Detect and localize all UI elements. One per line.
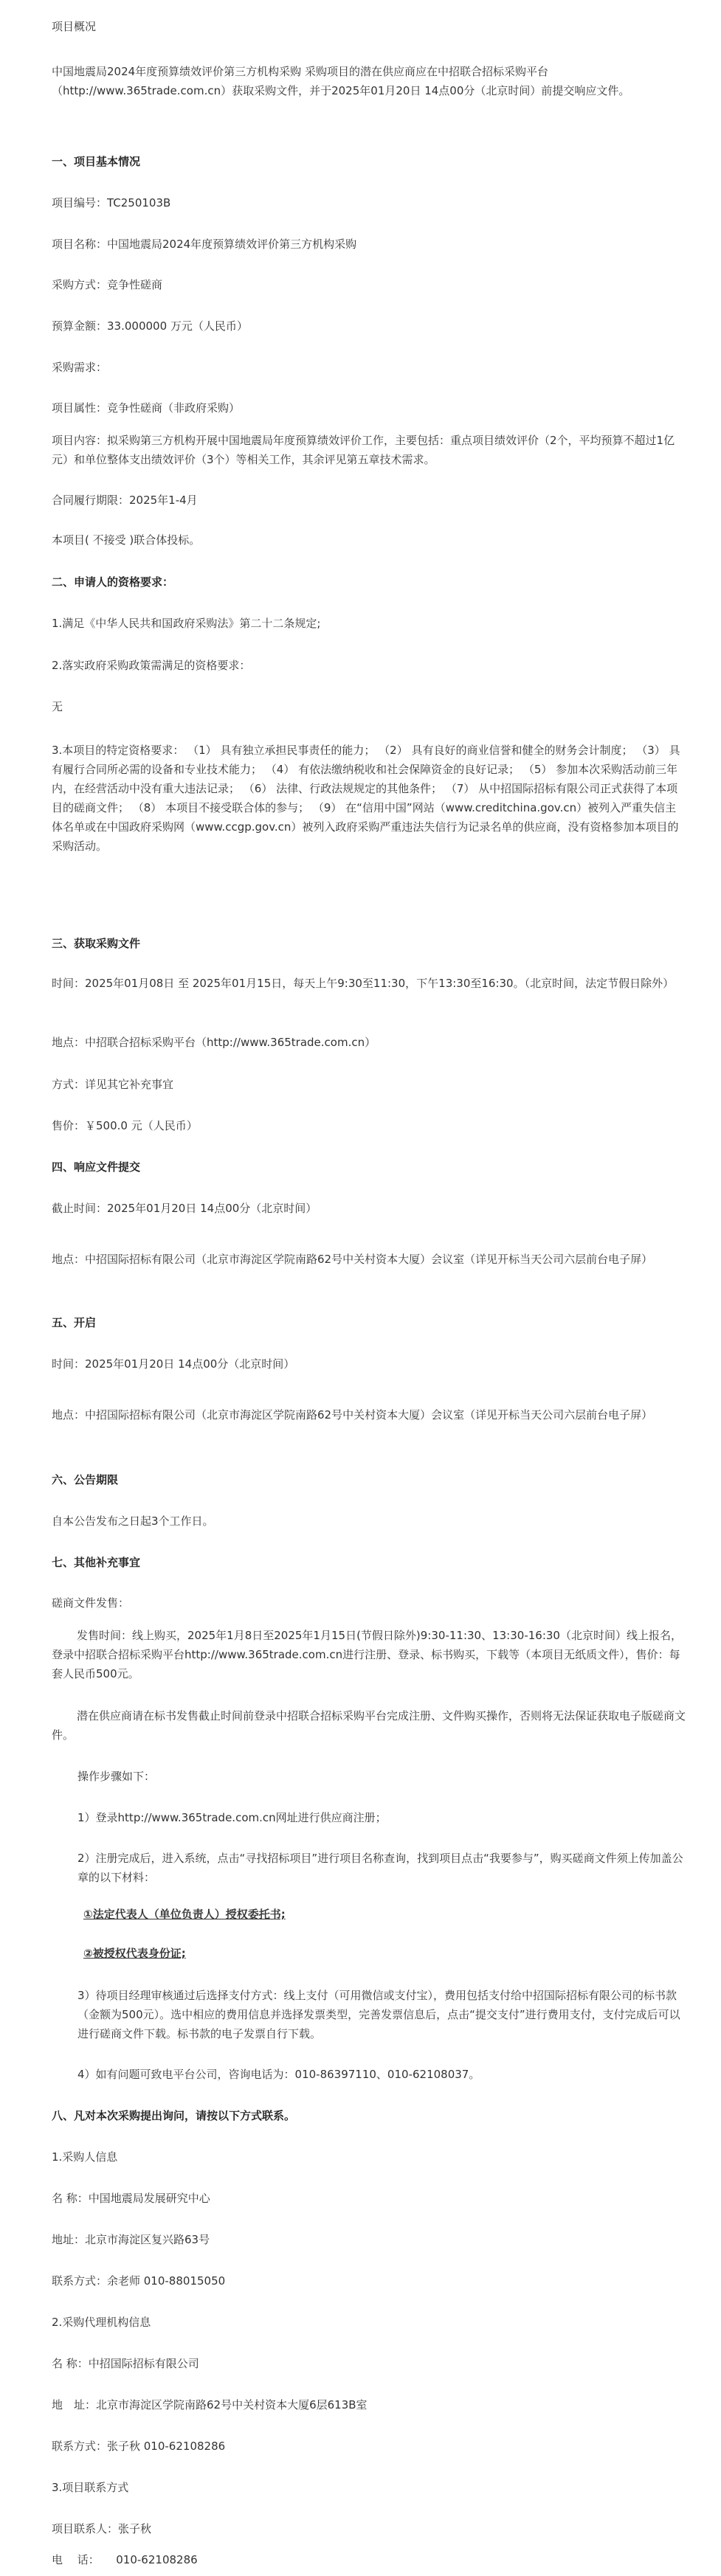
buyer-address: 地址：北京市海淀区复兴路63号 xyxy=(52,2233,210,2246)
obtain-mode: 方式：详见其它补充事宜 xyxy=(52,1078,174,1091)
agent-name: 名 称：中招国际招标有限公司 xyxy=(52,2357,199,2370)
obtain-time: 时间：2025年01月08日 至 2025年01月15日，每天上午9:30至11:30，下午13:30至16:30。（北京时间，法定节假日除外） xyxy=(52,977,675,990)
procurement-method: 采购方式：竞争性磋商 xyxy=(52,278,163,291)
required-document-1 xyxy=(83,1905,689,1924)
submission-place: 地点：中招国际招标有限公司（北京市海淀区学院南路62号中关村资本大厦）会议室（详见开标当天公司六层前台电子屏） xyxy=(52,1253,653,1266)
opening-place: 地点：中招国际招标有限公司（北京市海淀区学院南路62号中关村资本大厦）会议室（详见开标当天公司六层前台电子屏） xyxy=(52,1408,653,1422)
required-document-1-text: ①法定代表人（单位负责人）授权委托书; xyxy=(83,1908,286,1921)
operation-step-1: 1）登录http://www.365trade.com.cn网址进行供应商注册； xyxy=(77,1811,387,1824)
section4-heading: 四、响应文件提交 xyxy=(52,1160,141,1174)
buyer-name: 名 称：中国地震局发展研究中心 xyxy=(52,2192,210,2205)
required-document-2-text: ②被授权代表身份证; xyxy=(83,1947,186,1960)
submission-deadline: 截止时间：2025年01月20日 14点00分（北京时间） xyxy=(52,1202,317,1215)
project-number: 项目编号：TC250103B xyxy=(52,196,171,210)
section7-heading: 七、其他补充事宜 xyxy=(52,1556,141,1569)
operation-step-4: 4）如有问题可致电平台公司，咨询电话为：010-86397110、010-62108037。 xyxy=(77,2068,480,2081)
sale-time-paragraph: 发售时间：线上购买，2025年1月8日至2025年1月15日(节假日除外)9:30-11:30、13:30-16:30（北京时间）线上报名，登录中招联合招标采购平台http://www.365trade.com.cn进行注册、登录、标书购买，下载等（本项目无纸质文件），售价：每套人民币500元。 xyxy=(52,1629,682,1680)
project-contact-phone: 电 话： 010-62108286 xyxy=(52,2553,198,2566)
procurement-requirement: 采购需求： xyxy=(52,361,108,374)
section5-heading: 五、开启 xyxy=(52,1316,97,1329)
section6-heading: 六、公告期限 xyxy=(52,1473,119,1486)
project-name: 项目名称：中国地震局2024年度预算绩效评价第三方机构采购 xyxy=(52,238,357,251)
contract-period: 合同履行期限：2025年1-4月 xyxy=(52,494,198,507)
required-document-2 xyxy=(83,1944,689,1963)
section8-heading: 八、凡对本次采购提出询问，请按以下方式联系。 xyxy=(52,2109,296,2122)
qualification-1: 1.满足《中华人民共和国政府采购法》第二十二条规定; xyxy=(52,617,321,630)
project-contact-person: 项目联系人：张子秋 xyxy=(52,2522,152,2535)
section3-heading: 三、获取采购文件 xyxy=(52,937,141,950)
project-content: 项目内容：拟采购第三方机构开展中国地震局年度预算绩效评价工作，主要包括：重点项目绩效评价（2个，平均预算不超过1亿元）和单位整体支出绩效评价（3个）等相关工作，其余评见第五章技术需求。 xyxy=(52,434,675,466)
agent-info-title: 2.采购代理机构信息 xyxy=(52,2316,151,2329)
project-contact-title: 3.项目联系方式 xyxy=(52,2481,129,2494)
section1-heading: 一、项目基本情况 xyxy=(52,155,141,168)
agent-contact: 联系方式：张子秋 010-62108286 xyxy=(52,2440,226,2453)
operation-step-3: 3）待项目经理审核通过后选择支付方式：线上支付（可用微信或支付宝），费用包括支付给中招国际招标有限公司的标书款（金额为500元）。选中相应的费用信息并选择发票类型，完善发票信息后，点击“提交支付”进行费用支付，支付完成后可以进行磋商文件下载。标书款的电子发票自行下载。 xyxy=(77,1989,680,2040)
operation-step-2: 2）注册完成后，进入系统，点击“寻找招标项目”进行项目名称查询，找到项目点击“我要参与”，购买磋商文件须上传加盖公章的以下材料： xyxy=(77,1852,683,1884)
announcement-period: 自本公告发布之日起3个工作日。 xyxy=(52,1514,214,1528)
qualification-2: 2.落实政府采购政策需满足的资格要求： xyxy=(52,659,251,672)
operation-steps-title: 操作步骤如下： xyxy=(77,1770,156,1783)
project-attribute: 项目属性：竞争性磋商（非政府采购） xyxy=(52,401,241,415)
overview-text: 中国地震局2024年度预算绩效评价第三方机构采购 采购项目的潜在供应商应在中招联合招标采购平台（http://www.365trade.com.cn）获取采购文件，并于2025年01月20日 14点00分（北京时间）前提交响应文件。 xyxy=(52,65,630,97)
document-price: 售价：￥500.0 元（人民币） xyxy=(52,1119,198,1132)
overview-heading: 项目概况 xyxy=(52,20,97,33)
budget-amount: 预算金额：33.000000 万元（人民币） xyxy=(52,319,248,333)
buyer-info-title: 1.采购人信息 xyxy=(52,2150,118,2164)
qualification-3: 3.本项目的特定资格要求： （1） 具有独立承担民事责任的能力； （2） 具有良好的商业信誉和健全的财务会计制度； （3） 具有履行合同所必需的设备和专业技术能力； （4） 有依法缴纳税收和社会保障资金的良好记录； （5） 参加本次采购活动前三年内，在经营活动中没有重大违法记录； （6） 法律、行政法规规定的其他条件； （7） 从中招国际招标有限公司正式获得了本项目的磋商文件； （8） 本项目不接受联合体的参与； （9） 在“信用中国”网站（www.creditchina.gov.cn）被列入严重失信主体名单或在中国政府采购网（www.ccgp.gov.cn）被列入政府采购严重违法失信行为记录名单的供应商，没有资格参加本项目的采购活动。 xyxy=(52,744,680,853)
buyer-contact: 联系方式：余老师 010-88015050 xyxy=(52,2274,226,2288)
section2-heading: 二、申请人的资格要求： xyxy=(52,575,174,589)
opening-time: 时间：2025年01月20日 14点00分（北京时间） xyxy=(52,1357,295,1371)
consortium-note: 本项目( 不接受 )联合体投标。 xyxy=(52,533,201,547)
supplier-notice-paragraph: 潜在供应商请在标书发售截止时间前登录中招联合招标采购平台完成注册、文件购买操作，否则将无法保证获取电子版磋商文件。 xyxy=(52,1709,686,1742)
agent-address: 地 址：北京市海淀区学院南路62号中关村资本大厦6层613B室 xyxy=(52,2398,368,2411)
sale-subheading: 磋商文件发售： xyxy=(52,1596,130,1610)
qualification-none: 无 xyxy=(52,700,63,713)
obtain-place: 地点：中招联合招标采购平台（http://www.365trade.com.cn） xyxy=(52,1036,376,1049)
